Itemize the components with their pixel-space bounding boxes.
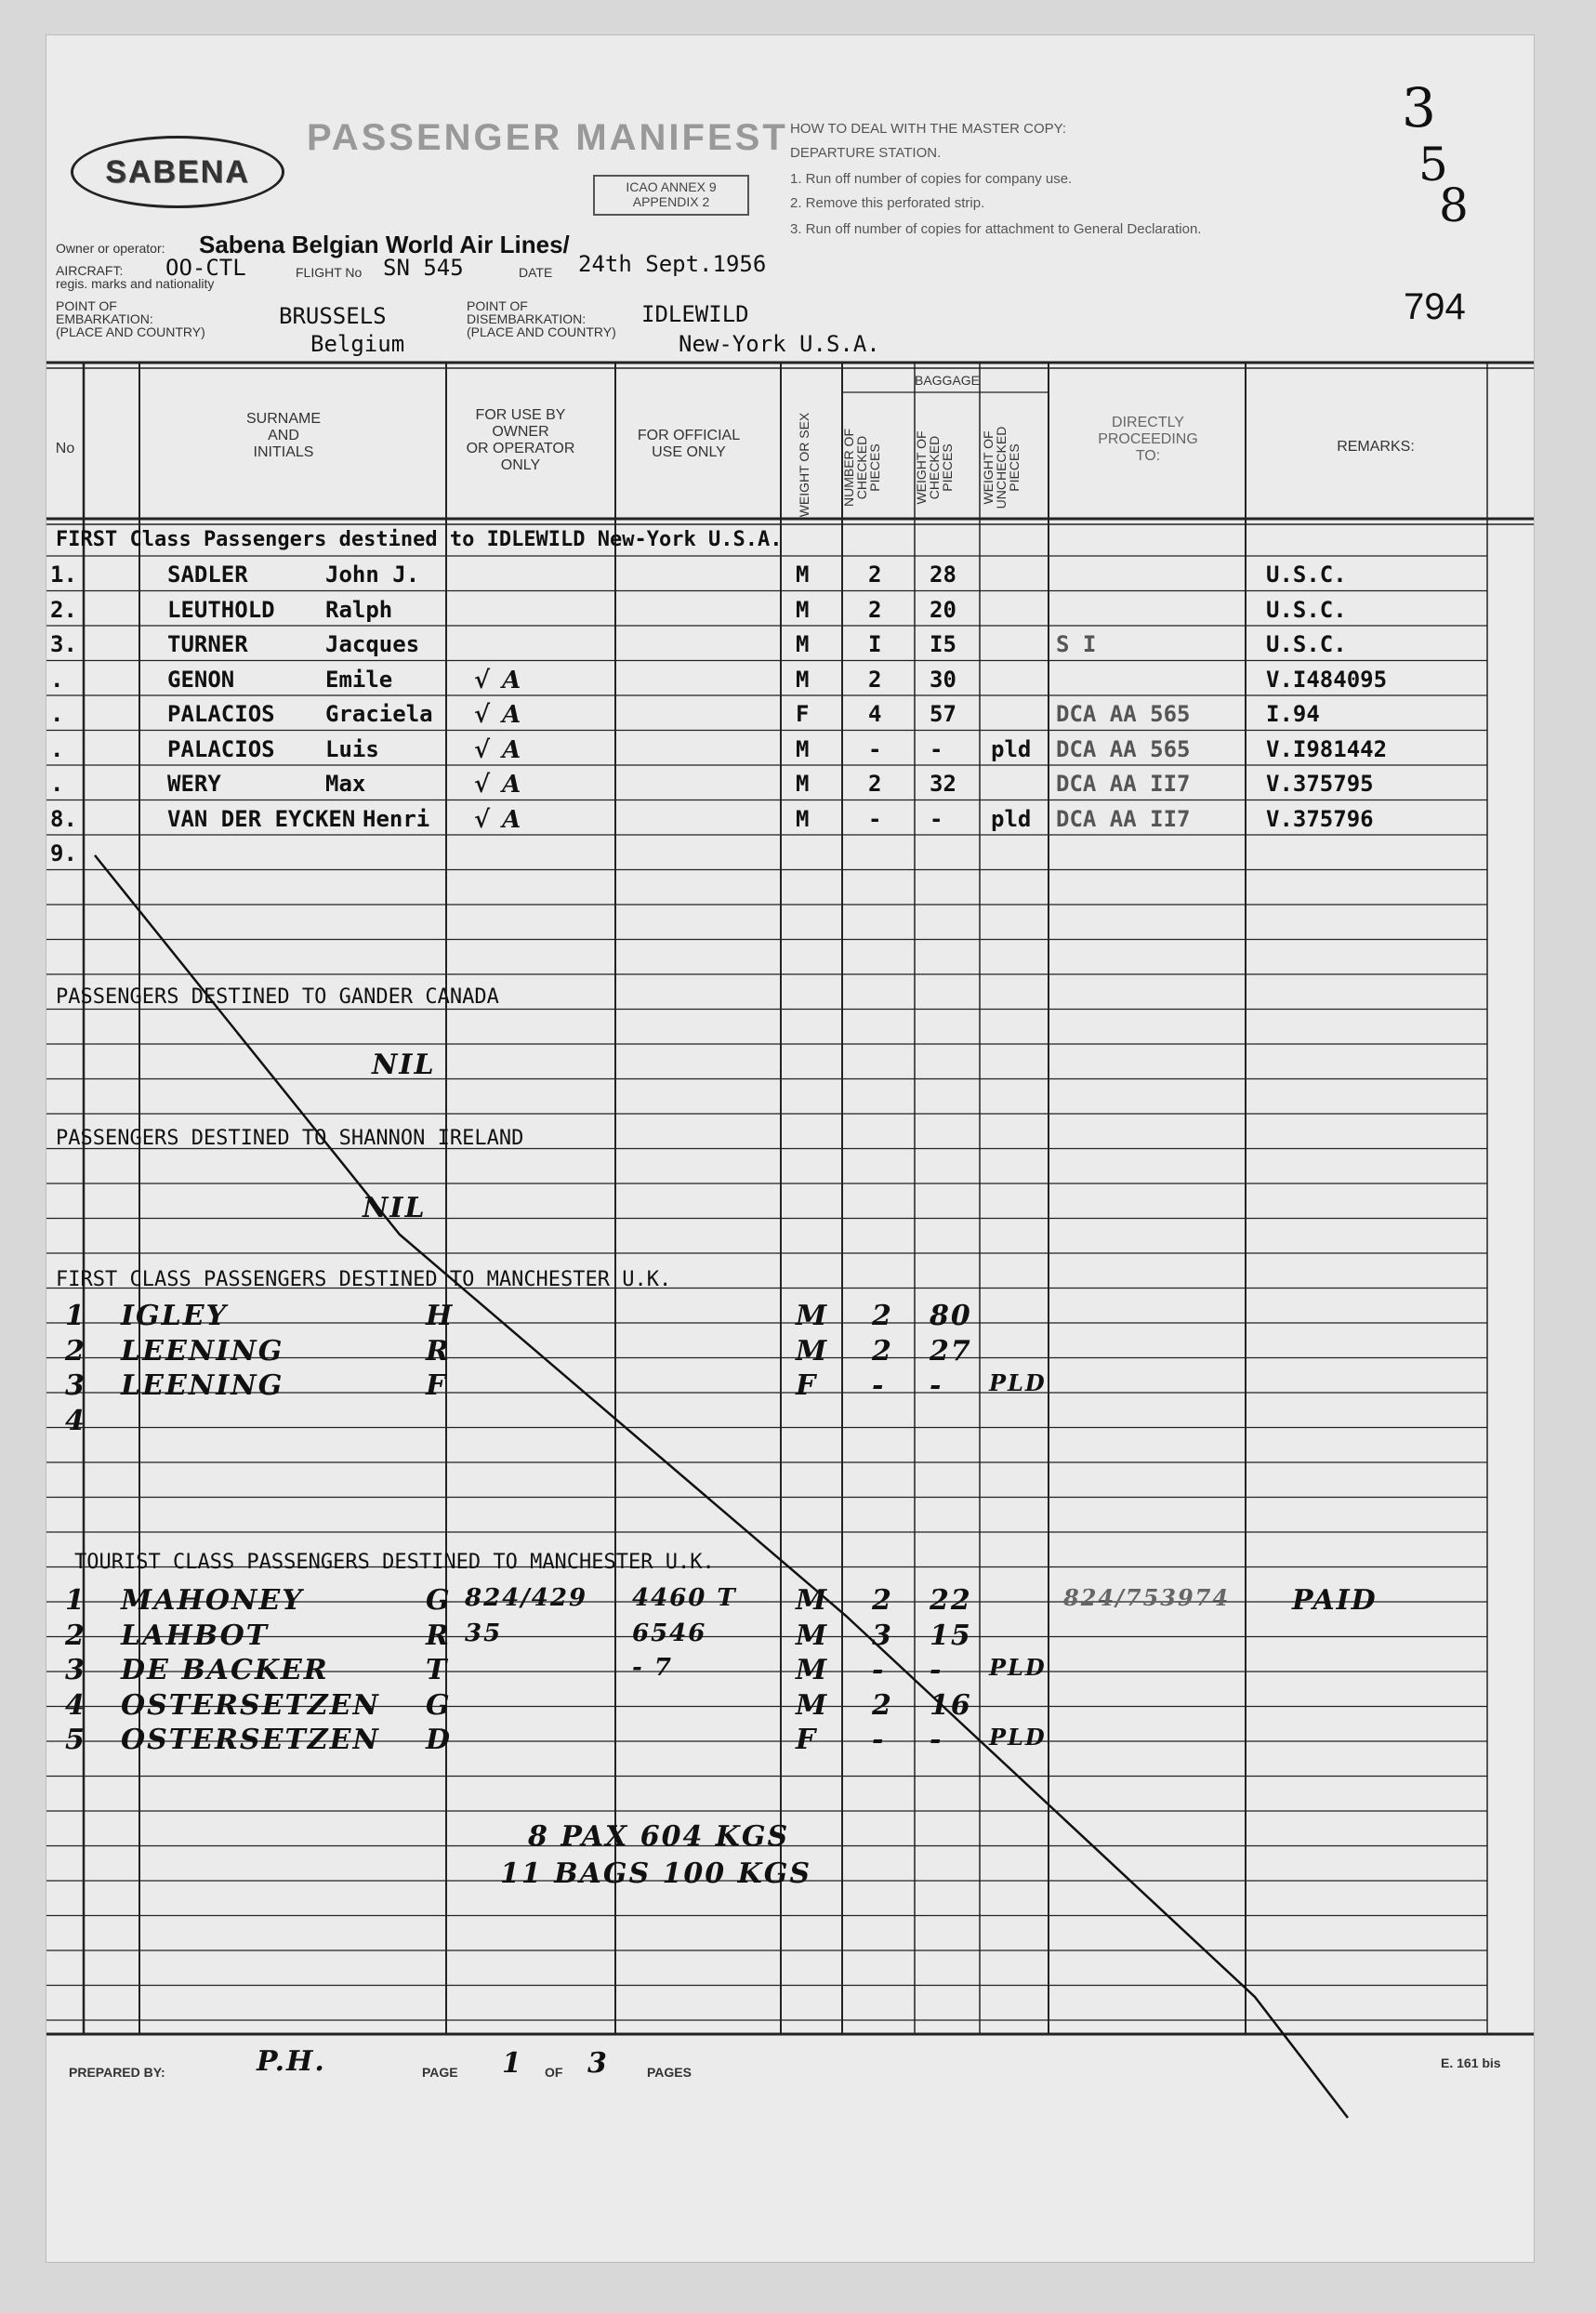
section-shannon: PASSENGERS DESTINED TO SHANNON IRELAND — [56, 1127, 524, 1150]
row-no: 2. — [50, 596, 77, 623]
col-owner-3: OR OPERATOR — [466, 441, 575, 456]
section-manchester-first: FIRST CLASS PASSENGERS DESTINED TO MANCHESTER U.K. — [56, 1268, 672, 1291]
row-weight: I5 — [930, 631, 956, 657]
row-owner: √ A — [474, 771, 523, 799]
col-directly-2: PROCEEDING — [1098, 431, 1198, 447]
totals-line-2: 11 BAGS 100 KGS — [500, 1857, 811, 1890]
row-weight: - — [930, 1724, 943, 1756]
row-sex: M — [796, 1654, 829, 1686]
row-unchecked: pld — [991, 735, 1032, 762]
row-surname: IGLEY — [121, 1300, 229, 1332]
col-wunchk-3: PIECES — [1007, 443, 1022, 492]
row-pieces: 2 — [872, 1584, 893, 1617]
row-surname: SADLER — [167, 562, 248, 588]
col-checked-1: NUMBER OF — [841, 429, 856, 507]
row-directly: S I — [1056, 631, 1097, 657]
row-official: 6546 — [632, 1619, 707, 1647]
row-owner: √ A — [474, 701, 523, 729]
col-owner-1: FOR USE BY — [475, 407, 566, 423]
row-initials: Ralph — [325, 596, 393, 623]
col-weight-sex: WEIGHT OR SEX — [797, 412, 811, 518]
row-weight: 80 — [930, 1300, 972, 1332]
row-surname: DE BACKER — [121, 1654, 329, 1686]
row-initials: R — [426, 1334, 451, 1368]
col-surname-2: AND — [268, 428, 299, 443]
cancel-stroke — [95, 855, 1348, 2118]
row-pieces: 2 — [868, 771, 882, 797]
row-sex: M — [796, 1619, 829, 1652]
icao-line1: ICAO ANNEX 9 — [626, 179, 717, 194]
col-official-2: USE ONLY — [652, 444, 726, 460]
row-initials: Luis — [325, 735, 379, 762]
disembark-label-3: (PLACE AND COUNTRY) — [467, 324, 616, 339]
instruction-step-1: 1. Run off number of copies for company use. — [790, 171, 1073, 187]
row-no: . — [50, 666, 64, 693]
row-sex: M — [796, 631, 810, 657]
row-weight: - — [930, 735, 943, 762]
row-no: 8. — [50, 805, 77, 832]
row-no: . — [50, 771, 64, 797]
embark-label-3: (PLACE AND COUNTRY) — [56, 324, 205, 339]
row-pieces: 2 — [872, 1688, 893, 1722]
row-remarks: V.375795 — [1266, 771, 1374, 797]
date-value: 24th Sept.1956 — [578, 251, 767, 277]
row-pieces: 2 — [872, 1334, 893, 1368]
col-surname-1: SURNAME — [245, 411, 321, 427]
col-wchk-3: PIECES — [940, 443, 955, 492]
col-no: No — [55, 441, 75, 456]
row-initials: G — [426, 1584, 452, 1617]
row-unchecked: PLD — [989, 1724, 1047, 1751]
row-weight: 30 — [930, 666, 956, 693]
col-official-1: FOR OFFICIAL — [637, 428, 741, 443]
row-sex: M — [796, 562, 810, 588]
row-no: 4 — [65, 1688, 86, 1722]
row-surname: LAHBOT — [121, 1619, 270, 1652]
row-sex: M — [796, 1584, 829, 1617]
row-weight: 27 — [930, 1334, 972, 1368]
row-sex: M — [796, 1300, 829, 1332]
row-directly: DCA AA 565 — [1056, 701, 1191, 727]
row-surname: LEUTHOLD — [167, 596, 275, 623]
corner-number-1: 3 — [1402, 76, 1436, 139]
manifest-title: PASSENGER MANIFEST — [307, 117, 788, 158]
row-remarks: U.S.C. — [1266, 596, 1347, 623]
row-weight: 22 — [930, 1584, 972, 1617]
row-sex: M — [796, 666, 810, 693]
row-weight: 16 — [930, 1688, 972, 1722]
operator-value: Sabena Belgian World Air Lines/ — [199, 231, 570, 258]
row-sex: M — [796, 1688, 829, 1722]
row-surname: VAN DER EYCKEN — [167, 805, 356, 832]
row-sex: M — [796, 735, 810, 762]
row-surname: PALACIOS — [167, 735, 275, 762]
row-sex: F — [796, 1724, 818, 1756]
row-initials: H — [426, 1300, 455, 1332]
row-sex: M — [796, 596, 810, 623]
page-label: PAGE — [422, 2065, 458, 2080]
row-surname: PALACIOS — [167, 701, 275, 727]
embark-label-1: POINT OF — [56, 298, 117, 313]
page-number: 1 — [502, 2047, 523, 2080]
row-no: 3. — [50, 631, 77, 657]
row-pieces: 4 — [868, 701, 882, 727]
corner-number-3: 8 — [1439, 178, 1469, 232]
row-pieces: 2 — [868, 666, 882, 693]
row-sex: F — [796, 1369, 818, 1402]
row-initials: R — [426, 1619, 451, 1652]
row-surname: MAHONEY — [121, 1584, 304, 1617]
row-pieces: 3 — [872, 1619, 893, 1652]
row-pieces: - — [872, 1654, 886, 1686]
row-pieces: 2 — [868, 596, 882, 623]
col-wchk-2: CHECKED — [927, 435, 942, 500]
manifest-sheet — [46, 35, 1534, 2262]
pages-label: PAGES — [647, 2065, 692, 2080]
row-no: . — [50, 701, 64, 727]
flight-value: SN 545 — [383, 255, 464, 281]
row-initials: G — [426, 1688, 452, 1722]
row-directly: 824/753974 — [1063, 1584, 1231, 1611]
row-remarks: U.S.C. — [1266, 562, 1347, 588]
row-weight: - — [930, 1654, 943, 1686]
row-remarks: V.I484095 — [1266, 666, 1388, 693]
instruction-step-2: 2. Remove this perforated strip. — [790, 195, 985, 211]
nil-gander: NIL — [372, 1049, 436, 1081]
row-initials: Max — [325, 771, 366, 797]
nil-shannon: NIL — [363, 1192, 427, 1224]
aircraft-label: AIRCRAFT: — [56, 263, 124, 278]
aircraft-sub: regis. marks and nationality — [56, 276, 215, 291]
col-remarks: REMARKS: — [1337, 439, 1415, 455]
section-manchester-tourist: TOURIST CLASS PASSENGERS DESTINED TO MANCHESTER U.K. — [74, 1551, 715, 1574]
disembark-label-1: POINT OF — [467, 298, 528, 313]
row-no: 1. — [50, 562, 77, 588]
instruction-step-3: 3. Run off number of copies for attachment to General Declaration. — [790, 221, 1202, 237]
row-no: 3 — [65, 1654, 86, 1686]
row-weight: - — [930, 1369, 943, 1402]
prepared-by: P.H. — [257, 2045, 326, 2078]
col-baggage: BAGGAGE — [914, 373, 981, 388]
row-unchecked: PLD — [989, 1369, 1047, 1396]
row-initials: Emile — [325, 666, 393, 693]
col-owner-4: ONLY — [500, 457, 541, 473]
row-no: . — [50, 735, 64, 762]
row-pieces: I — [868, 631, 882, 657]
section-gander: PASSENGERS DESTINED TO GANDER CANADA — [56, 985, 499, 1009]
cancel-line — [46, 35, 1534, 2262]
row-directly: DCA AA II7 — [1056, 805, 1191, 832]
row-unchecked: PLD — [989, 1654, 1047, 1681]
row-pieces: - — [868, 805, 882, 832]
row-initials: D — [426, 1724, 453, 1756]
embark-label-2: EMBARKATION: — [56, 311, 153, 326]
col-checked-3: PIECES — [867, 443, 882, 492]
row-remarks: V.I981442 — [1266, 735, 1388, 762]
section-idlewild: FIRST Class Passengers destined to IDLEWILD New-York U.S.A. — [56, 528, 783, 551]
row-no: 2 — [65, 1334, 86, 1368]
row-remarks: V.375796 — [1266, 805, 1374, 832]
row-pieces: - — [872, 1724, 886, 1756]
row-sex: M — [796, 1334, 829, 1368]
row-no: 1 — [65, 1300, 86, 1332]
row-directly: DCA AA 565 — [1056, 735, 1191, 762]
row-weight: 20 — [930, 596, 956, 623]
row-no: 1 — [65, 1584, 86, 1617]
disembark-country: New-York U.S.A. — [679, 331, 880, 357]
col-surname-3: INITIALS — [253, 444, 314, 460]
row-surname: GENON — [167, 666, 235, 693]
sabena-logo: SABENA — [71, 136, 284, 208]
col-wchk-1: WEIGHT OF — [914, 430, 929, 505]
row-owner: √ A — [474, 735, 523, 764]
row-initials: John J. — [325, 562, 420, 588]
row-no: 2 — [65, 1619, 86, 1652]
row-unchecked: pld — [991, 805, 1032, 832]
row-no: 5 — [65, 1724, 86, 1756]
row-sex: M — [796, 771, 810, 797]
col-wunchk-1: WEIGHT OF — [981, 430, 996, 505]
row-weight: 15 — [930, 1619, 972, 1652]
row-remarks: U.S.C. — [1266, 631, 1347, 657]
row-surname: WERY — [167, 771, 221, 797]
date-label: DATE — [519, 265, 553, 280]
row-official: 4460 T — [632, 1584, 737, 1612]
prepared-label: PREPARED BY: — [69, 2065, 165, 2080]
row-weight: 57 — [930, 701, 956, 727]
row-no: 9. — [50, 840, 77, 866]
form-code: E. 161 bis — [1441, 2055, 1501, 2070]
row-pieces: 2 — [868, 562, 882, 588]
col-wunchk-2: UNCHECKED — [994, 426, 1009, 509]
operator-label: Owner or operator: — [56, 241, 165, 256]
row-owner: 824/429 — [465, 1584, 588, 1612]
row-owner: 35 — [465, 1619, 503, 1647]
col-checked-2: CHECKED — [854, 435, 869, 500]
instructions-station: DEPARTURE STATION. — [790, 145, 942, 161]
reference-number: 794 — [1404, 286, 1466, 327]
embark-city: BRUSSELS — [279, 303, 387, 329]
flight-label: FLIGHT No — [296, 265, 363, 280]
row-surname: LEENING — [121, 1369, 284, 1402]
row-remarks: I.94 — [1266, 701, 1320, 727]
row-surname: OSTERSETZEN — [121, 1688, 380, 1722]
col-directly-3: TO: — [1135, 448, 1161, 464]
row-owner: √ A — [474, 805, 523, 834]
row-directly: DCA AA II7 — [1056, 771, 1191, 797]
row-pieces: - — [868, 735, 882, 762]
row-surname: OSTERSETZEN — [121, 1724, 380, 1756]
row-initials: T — [426, 1654, 449, 1686]
row-surname: TURNER — [167, 631, 248, 657]
row-surname: LEENING — [121, 1334, 284, 1368]
row-weight: - — [930, 805, 943, 832]
embark-country: Belgium — [310, 331, 405, 357]
instructions-title: HOW TO DEAL WITH THE MASTER COPY: — [790, 121, 1066, 137]
row-official: - 7 — [632, 1654, 673, 1682]
row-sex: M — [796, 805, 810, 832]
row-no: 4 — [65, 1404, 86, 1437]
icao-line2: APPENDIX 2 — [632, 194, 710, 209]
row-pieces: - — [872, 1369, 886, 1402]
totals-line-1: 8 PAX 604 KGS — [528, 1820, 790, 1853]
col-owner-2: OWNER — [492, 424, 549, 440]
corner-number-2: 5 — [1418, 138, 1448, 192]
row-pieces: 2 — [872, 1300, 893, 1332]
row-initials: Jacques — [325, 631, 420, 657]
disembark-label-2: DISEMBARKATION: — [467, 311, 587, 326]
page-total: 3 — [587, 2047, 609, 2080]
row-initials: Henri — [363, 805, 430, 832]
row-weight: 28 — [930, 562, 956, 588]
aircraft-value: OO-CTL — [165, 255, 246, 281]
of-label: OF — [545, 2065, 563, 2080]
disembark-city: IDLEWILD — [641, 301, 749, 327]
row-remarks: PAID — [1292, 1584, 1378, 1617]
row-weight: 32 — [930, 771, 956, 797]
row-owner: √ A — [474, 666, 523, 694]
row-initials: F — [426, 1369, 448, 1402]
row-no: 3 — [65, 1369, 86, 1402]
row-sex: F — [796, 701, 810, 727]
col-directly-1: DIRECTLY — [1112, 415, 1184, 430]
row-initials: Graciela — [325, 701, 433, 727]
